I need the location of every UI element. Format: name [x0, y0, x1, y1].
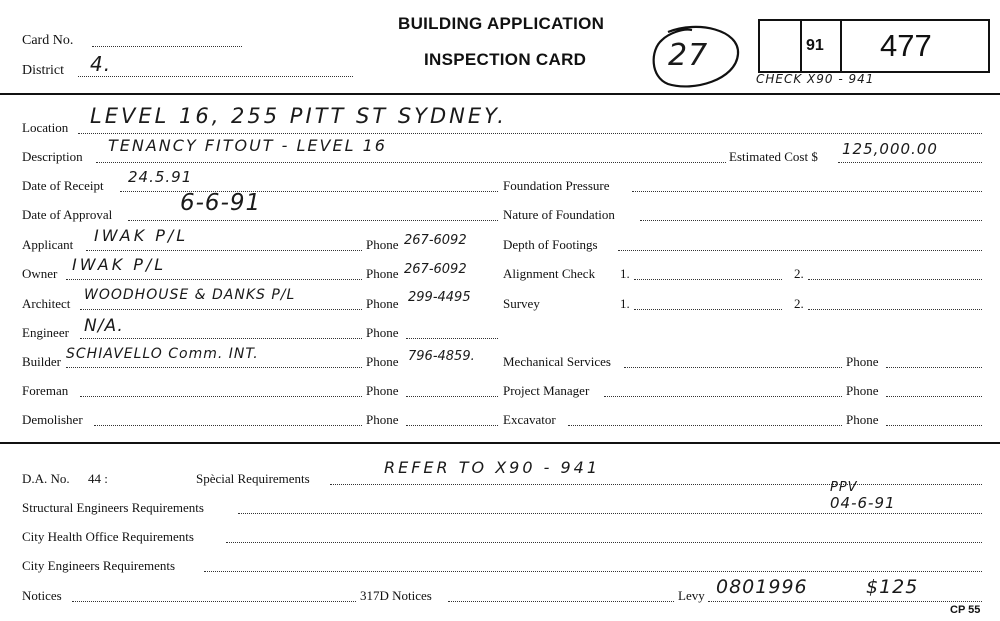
demolisher-phone-field[interactable]: [406, 425, 498, 426]
survey-num2: 2.: [794, 296, 804, 311]
levy-label: Levy: [678, 588, 705, 603]
project-manager-phone-label: Phone: [846, 383, 879, 398]
mechanical-services-field[interactable]: [624, 367, 842, 368]
date-approval-field[interactable]: [128, 220, 498, 221]
applicant-field[interactable]: [86, 250, 362, 251]
alignment-check-label: Alignment Check: [503, 266, 596, 281]
excavator-phone-field[interactable]: [886, 425, 982, 426]
builder-phone-label: Phone: [366, 354, 399, 369]
nature-foundation-field[interactable]: [640, 220, 982, 221]
survey-field-2[interactable]: [808, 309, 982, 310]
top-divider: [0, 93, 1000, 95]
architect-label: Architect: [22, 296, 71, 311]
da-no-value: 44 :: [88, 471, 108, 486]
survey-num1: 1.: [620, 296, 630, 311]
structural-requirements-field[interactable]: [238, 513, 982, 514]
description-value: TENANCY FITOUT - LEVEL 16: [108, 136, 387, 155]
card-no-label: Card No.: [22, 33, 74, 48]
district-field[interactable]: [78, 76, 353, 77]
applicant-phone-value: 267-6092: [404, 233, 467, 248]
foreman-phone-label: Phone: [366, 383, 399, 398]
form-title-line1: BUILDING APPLICATION: [398, 14, 605, 33]
engineer-field[interactable]: [80, 338, 362, 339]
builder-phone-value: 796-4859.: [408, 349, 475, 364]
mechanical-services-phone-field[interactable]: [886, 367, 982, 368]
depth-footings-field[interactable]: [618, 250, 982, 251]
notices-field[interactable]: [72, 601, 356, 602]
project-manager-phone-field[interactable]: [886, 396, 982, 397]
card-number: 477: [880, 28, 932, 63]
district-value: 4.: [90, 52, 112, 76]
notices-317d-label: 317D Notices: [360, 588, 432, 603]
location-field[interactable]: [78, 133, 982, 134]
survey-label: Survey: [503, 296, 540, 311]
owner-value: IWAK P/L: [72, 255, 167, 274]
applicant-value: IWAK P/L: [94, 226, 189, 245]
demolisher-field[interactable]: [94, 425, 362, 426]
date-receipt-label: Date of Receipt: [22, 178, 104, 193]
structural-requirements-label: Structural Engineers Requirements: [22, 500, 204, 515]
engineer-phone-field[interactable]: [406, 338, 498, 339]
foreman-field[interactable]: [80, 396, 362, 397]
applicant-phone-label: Phone: [366, 237, 399, 252]
architect-field[interactable]: [80, 309, 362, 310]
health-requirements-label: City Health Office Requirements: [22, 529, 194, 544]
city-engineers-requirements-field[interactable]: [204, 571, 982, 572]
location-label: Location: [22, 120, 69, 135]
form-title-line2: INSPECTION CARD: [424, 50, 587, 69]
architect-phone-value: 299-4495: [408, 290, 471, 305]
levy-amount: $125: [866, 576, 919, 598]
city-engineers-requirements-label: City Engineers Requirements: [22, 558, 176, 573]
description-field[interactable]: [96, 162, 726, 163]
health-requirements-field[interactable]: [226, 542, 982, 543]
ppv-date: 04-6-91: [830, 494, 896, 512]
owner-label: Owner: [22, 266, 58, 281]
builder-value: SCHIAVELLO Comm. INT.: [66, 346, 259, 362]
alignment-check-num1: 1.: [620, 266, 630, 281]
project-manager-label: Project Manager: [503, 383, 590, 398]
date-approval-value: 6-6-91: [180, 190, 262, 216]
date-receipt-value: 24.5.91: [128, 168, 193, 186]
special-requirements-field[interactable]: [330, 484, 982, 485]
description-label: Description: [22, 149, 83, 164]
owner-phone-value: 267-6092: [404, 262, 467, 277]
alignment-check-num2: 2.: [794, 266, 804, 281]
check-note: CHECK X90 - 941: [756, 72, 875, 86]
excavator-field[interactable]: [568, 425, 842, 426]
depth-footings-label: Depth of Footings: [503, 237, 598, 252]
foreman-label: Foreman: [22, 383, 69, 398]
district-label: District: [22, 63, 64, 78]
architect-phone-label: Phone: [366, 296, 399, 311]
card-number-box-divider: [800, 21, 802, 71]
notices-label: Notices: [22, 588, 62, 603]
foundation-pressure-label: Foundation Pressure: [503, 178, 610, 193]
alignment-check-field-1[interactable]: [634, 279, 782, 280]
da-no-label: D.A. No.: [22, 471, 70, 486]
special-requirements-value: REFER TO X90 - 941: [384, 458, 600, 477]
special-requirements-label: Spècial Requirements: [196, 471, 310, 486]
applicant-label: Applicant: [22, 237, 74, 252]
form-code: CP 55: [950, 604, 981, 616]
alignment-check-field-2[interactable]: [808, 279, 982, 280]
circled-number-value: 27: [668, 38, 709, 73]
date-approval-label: Date of Approval: [22, 207, 113, 222]
foundation-pressure-field[interactable]: [632, 191, 982, 192]
excavator-phone-label: Phone: [846, 412, 879, 427]
demolisher-label: Demolisher: [22, 412, 83, 427]
mechanical-services-label: Mechanical Services: [503, 354, 611, 369]
card-number-box: [758, 19, 990, 73]
architect-value: WOODHOUSE & DANKS P/L: [84, 287, 296, 303]
engineer-label: Engineer: [22, 325, 69, 340]
card-no-field[interactable]: [92, 46, 242, 47]
foreman-phone-field[interactable]: [406, 396, 498, 397]
mechanical-services-phone-label: Phone: [846, 354, 879, 369]
location-value: LEVEL 16, 255 PITT ST SYDNEY.: [90, 104, 507, 128]
date-receipt-field[interactable]: [120, 191, 498, 192]
project-manager-field[interactable]: [604, 396, 842, 397]
nature-foundation-label: Nature of Foundation: [503, 207, 615, 222]
notices-317d-field[interactable]: [448, 601, 674, 602]
estimated-cost-label: Estimated Cost $: [729, 149, 818, 164]
builder-label: Builder: [22, 354, 61, 369]
card-number-prefix: 91: [806, 37, 824, 54]
survey-field-1[interactable]: [634, 309, 782, 310]
builder-field[interactable]: [66, 367, 362, 368]
excavator-label: Excavator: [503, 412, 556, 427]
engineer-phone-label: Phone: [366, 325, 399, 340]
middle-divider: [0, 442, 1000, 444]
ppv-note: PPV: [830, 480, 858, 495]
card-number-box-divider: [840, 21, 842, 71]
estimated-cost-field[interactable]: [838, 162, 982, 163]
levy-value: 0801996: [716, 576, 808, 598]
estimated-cost-value: 125,000.00: [842, 140, 938, 158]
engineer-value: N/A.: [84, 316, 124, 336]
levy-field[interactable]: [708, 601, 982, 602]
owner-phone-label: Phone: [366, 266, 399, 281]
demolisher-phone-label: Phone: [366, 412, 399, 427]
owner-field[interactable]: [66, 279, 362, 280]
